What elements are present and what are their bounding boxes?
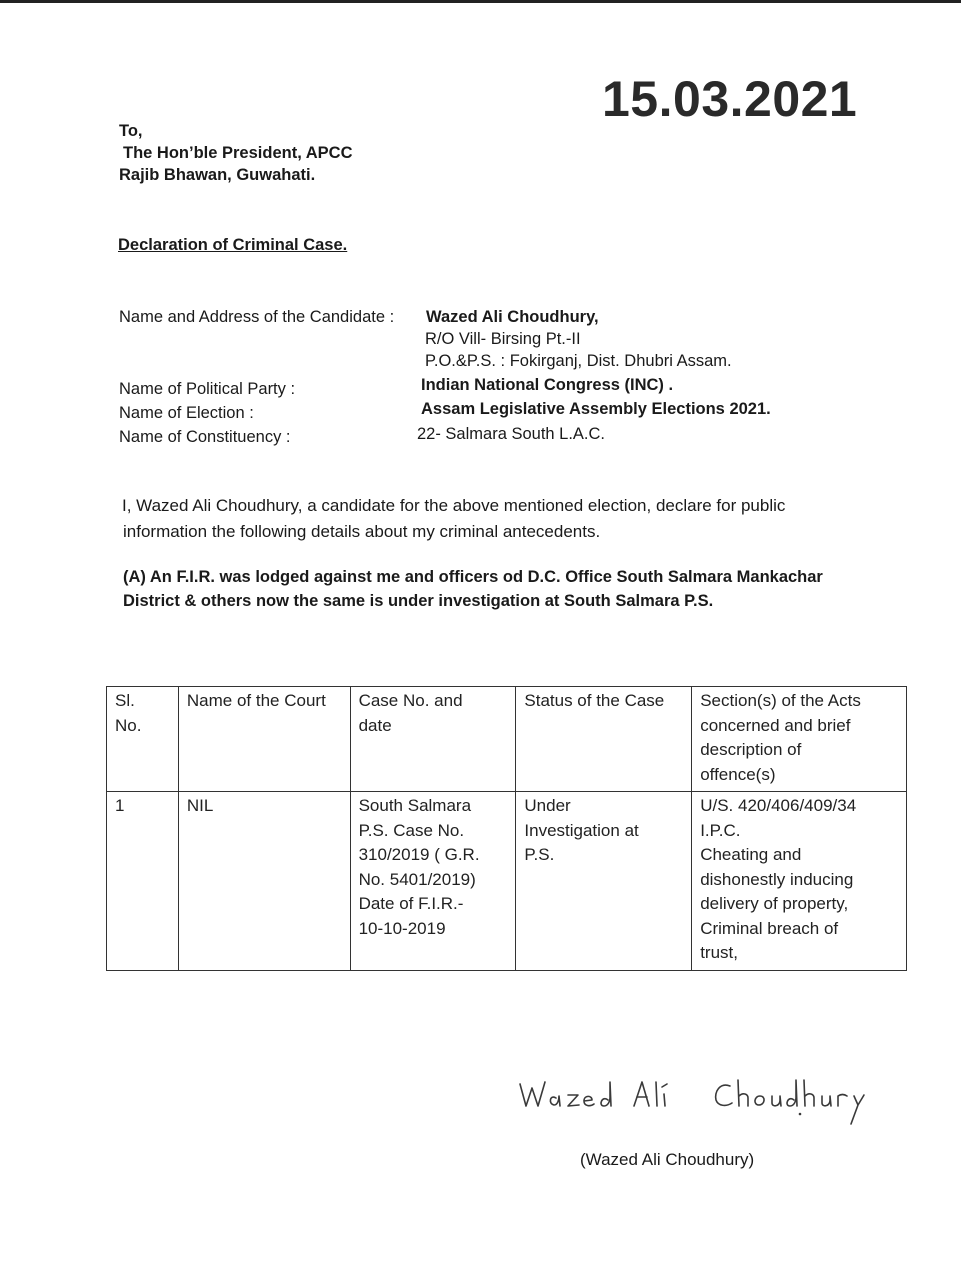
cell-sections-line3: Cheating and [700,845,802,864]
cell-case-line3: 310/2019 ( G.R. [358,845,480,864]
header-sections [692,687,907,792]
candidate-name: Wazed Ali Choudhury, [426,308,599,326]
header-sl-line2: No. [115,715,142,735]
document-subject: Declaration of Criminal Case. [118,236,348,254]
header-court [178,687,350,792]
cell-status [516,792,692,971]
addressee-to: To, [119,122,143,140]
cell-court-value: NIL [186,796,214,815]
header-case-no [350,687,516,792]
cell-status-line2: Investigation at [524,820,639,840]
party-label: Name of Political Party : [119,380,296,398]
header-court-label: Name of the Court [186,691,326,710]
addressee-address: Rajib Bhawan, Guwahati. [119,166,316,184]
cell-sections-line1: U/S. 420/406/409/34 [700,796,857,815]
cell-case-line4: No. 5401/2019) [358,869,476,889]
header-sections-line2: concerned and brief [700,715,851,735]
cell-sl [107,792,179,971]
criminal-case-table [106,686,907,971]
cell-sections-line6: Criminal breach of [700,918,839,938]
header-status [516,687,692,792]
cell-sections [692,792,907,971]
cell-court [178,792,350,971]
header-sl-line1: Sl. [115,691,135,710]
table-header-row [107,687,907,792]
case-note-line2: District & others now the same is under investigation at South Salmara P.S. [123,592,714,610]
header-sl-no [107,687,179,792]
cell-case-line1: South Salmara [358,796,472,815]
candidate-name-label: Name and Address of the Candidate : [119,308,395,326]
top-border [0,0,961,3]
addressee-title: The Hon’ble President, APCC [123,144,353,162]
header-sections-line4: offence(s) [700,764,776,784]
header-sections-line3: description of [700,740,802,759]
cell-sections-line2: I.P.C. [700,820,741,840]
cell-case-line5: Date of F.I.R.- [358,894,464,913]
declaration-line2: information the following details about my criminal antecedents. [123,522,601,541]
cell-sections-line4: dishonestly inducing [700,869,854,889]
candidate-address-line2: P.O.&P.S. : Fokirganj, Dist. Dhubri Assam. [425,352,732,370]
declaration-line1: I, Wazed Ali Choudhury, a candidate for the above mentioned election, declare for public [122,496,786,515]
cell-sections-line7: trust, [700,943,738,962]
cell-case-line2: P.S. Case No. [358,820,465,840]
election-value: Assam Legislative Assembly Elections 2021. [421,400,771,418]
table-row [107,792,907,971]
constituency-value: 22- Salmara South L.A.C. [417,425,606,443]
party-value: Indian National Congress (INC) . [421,376,674,394]
case-note-line1: (A) An F.I.R. was lodged against me and officers od D.C. Office South Salmara Mankachar [123,568,823,586]
header-status-label: Status of the Case [524,691,665,710]
cell-case [350,792,516,971]
handwritten-signature [518,1068,878,1128]
header-case-line2: date [358,715,392,735]
cell-sections-line5: delivery of property, [700,894,849,913]
cell-status-line1: Under [524,796,571,815]
election-label: Name of Election : [119,404,254,422]
signatory-name: (Wazed Ali Choudhury) [580,1150,755,1169]
header-sections-line1: Section(s) of the Acts [700,691,861,710]
header-case-line1: Case No. and [358,691,463,710]
document-date: 15.03.2021 [602,71,858,127]
constituency-label: Name of Constituency : [119,428,291,446]
candidate-address-line1: R/O Vill- Birsing Pt.-II [425,330,581,348]
cell-case-line6: 10-10-2019 [358,918,446,938]
cell-sl-value: 1 [115,796,125,815]
cell-status-line3: P.S. [524,845,555,864]
